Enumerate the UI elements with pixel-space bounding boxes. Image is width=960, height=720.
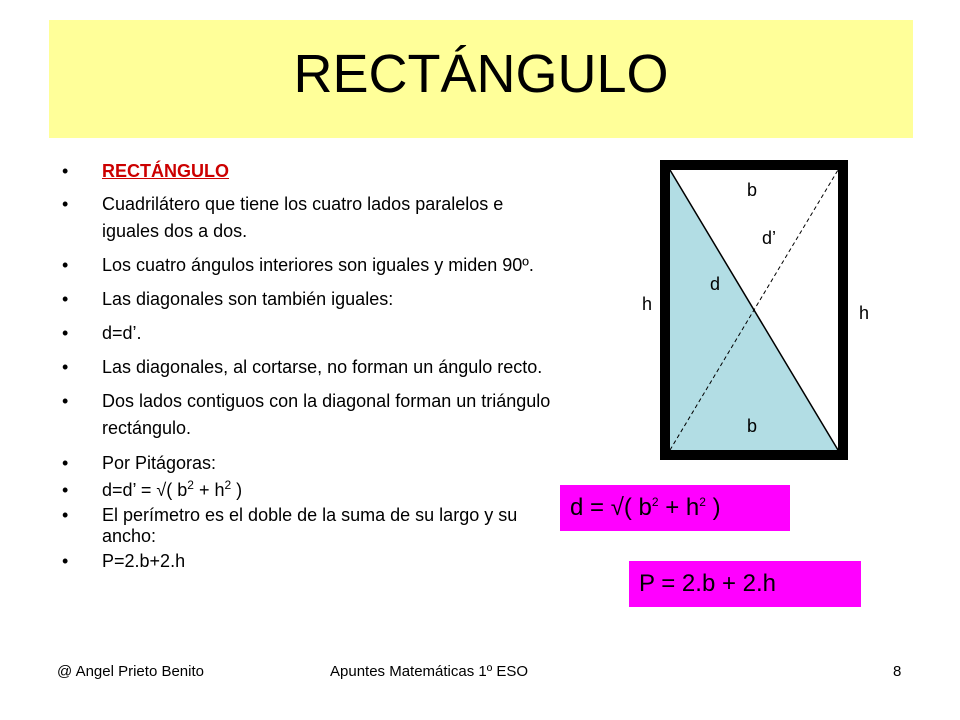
list-item-pythagoras: • d=d’ = √( $b^2 + h^2$ ) [62, 478, 243, 500]
rectangle-figure [642, 160, 900, 460]
list-item: • Las diagonales, al cortarse, no forman un ángulo recto. [62, 357, 543, 377]
label-b-top: b [747, 180, 758, 200]
footer-author: @ Angel Prieto Benito [57, 663, 204, 680]
formula-perimeter: P = 2.b + 2.h [629, 561, 861, 607]
bullet-heading: • RECTÁNGULO [62, 161, 229, 181]
label-h-right: h [859, 303, 870, 323]
label-d-prime: d’ [762, 228, 777, 248]
label-d: d [710, 274, 721, 294]
heading-text: RECTÁNGULO [102, 161, 229, 181]
bullet-list [62, 158, 552, 572]
footer-course: Apuntes Matemáticas 1º ESO [330, 663, 529, 680]
slide-title: RECTÁNGULO [293, 44, 669, 104]
label-b-bottom: b [747, 416, 758, 436]
footer-page-number: 8 [893, 663, 902, 680]
title-band [49, 20, 913, 138]
list-item: • Las diagonales son también iguales: [62, 289, 394, 309]
label-h-left: h [642, 294, 653, 314]
formula-diagonal: d = √( $b^2 + h^2$ ) [560, 485, 790, 531]
list-item: • Por Pitágoras: [62, 453, 217, 473]
list-item: • Cuadrilátero que tiene los cuatro lados paralelos e iguales dos a dos. [62, 194, 504, 241]
list-item: • Los cuatro ángulos interiores son iguales y miden 90º. [62, 255, 534, 275]
list-item: • P=2.b+2.h [62, 551, 186, 571]
rectangle-diagram [660, 160, 860, 460]
list-item: • El perímetro es el doble de la suma de su largo y su ancho: [62, 505, 518, 546]
list-item: • d=d’. [62, 323, 142, 343]
list-item: • Dos lados contiguos con la diagonal forman un triángulo rectángulo. [62, 391, 551, 438]
